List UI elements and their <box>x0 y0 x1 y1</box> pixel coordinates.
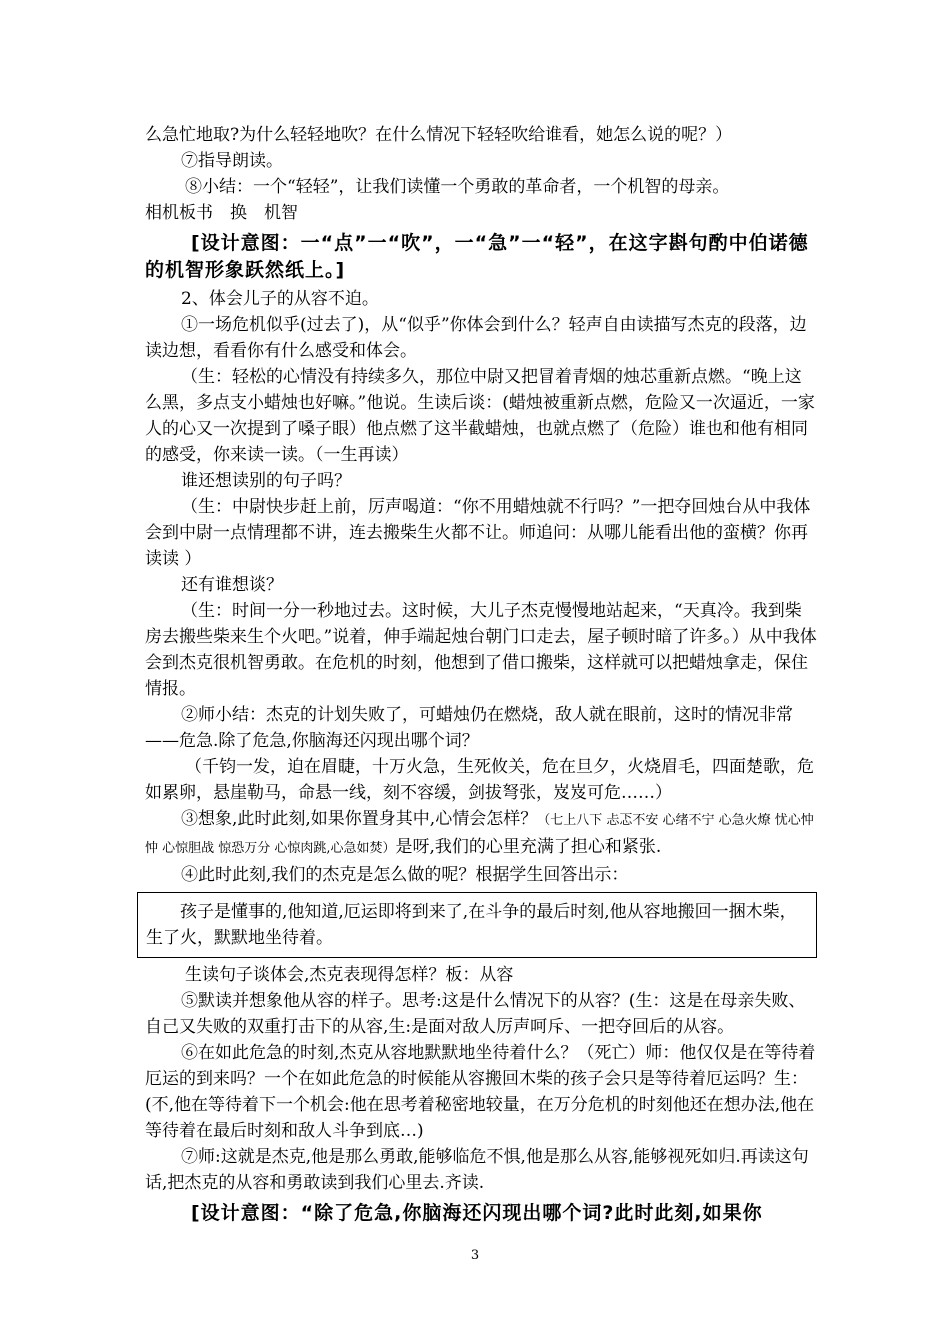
board-note: 相机板书 换 机智 <box>145 203 298 223</box>
highlight-box <box>137 892 817 958</box>
boxed-sentence: 孩子是懂事的,他知道,厄运即将到来了,在斗争的最后时刻,他从容地搬回一捆木柴，生了火，默默地坐待着。 <box>146 902 797 948</box>
paragraph: ②师小结：杰克的计划失败了，可蜡烛仍在燃烧，敌人就在眼前，这时的情况非常——危急.除了危急,你脑海还闪现出哪个词？ <box>145 705 793 751</box>
paragraph: 还有谁想谈？ <box>181 575 283 595</box>
paragraph: （生：轻松的心情没有持续多久，那位中尉又把冒着青烟的烛芯重新点燃。“晚上这么黑，多点支小蜡烛也好嘛。”他说。生读后谈：(蜡烛被重新点燃，危险又一次逼近，一家人的心又一次提到了嗓子眼）他点燃了这半截蜡烛，也就点燃了（危险）谁也和他有相同的感受，你来读一读。（一生再读） <box>145 367 815 465</box>
design-intent: [设计意图：“除了危急,你脑海还闪现出哪个词?此时此刻,如果你 <box>191 1202 763 1224</box>
paragraph: ⑧小结：一个“轻轻”，让我们读懂一个勇敢的革命者，一个机智的母亲。 <box>185 177 730 197</box>
paragraph: 谁还想读别的句子吗？ <box>181 471 351 491</box>
paragraph: 么急忙地取?为什么轻轻地吹？在什么情况下轻轻吹给谁看，她怎么说的呢？） <box>145 125 733 145</box>
paragraph: ④此时此刻,我们的杰克是怎么做的呢？根据学生回答出示： <box>181 865 629 885</box>
paragraph: 生读句子谈体会,杰克表现得怎样？板：从容 <box>185 965 514 985</box>
summary-text: 是呀,我们的心里充满了担心和紧张. <box>395 837 662 857</box>
idiom-list: （七上八下 忐忑不安 心绪不宁 心急火燎 忧心忡忡 心惊胆战 惊恐万分 心惊肉跳,心急如焚） <box>145 813 814 856</box>
design-intent: [设计意图：一“点”一“吹”，一“急”一“轻”，在这字斟句酌中伯诺德的机智形象跃然纸上。] <box>145 232 809 281</box>
paragraph: ⑥在如此危急的时刻,杰克从容地默默地坐待着什么？（死亡）师：他仅仅是在等待着厄运的到来吗？一个在如此危急的时候能从容搬回木柴的孩子会只是等待着厄运吗？生：(不,他在等待着下一个机会:他在思考着秘密地较量，在万分危机的时刻他还在想办法,他在等待着在最后时刻和敌人斗争到底…) <box>145 1043 816 1141</box>
page-body <box>145 122 817 1229</box>
paragraph: （生：中尉快步赶上前，厉声喝道：“你不用蜡烛就不行吗？”一把夺回烛台从中我体会到中尉一点情理都不讲，连去搬柴生火都不让。师追问：从哪儿能看出他的蛮横？你再读读 ） <box>145 497 811 569</box>
page-number: 3 <box>470 1248 480 1263</box>
paragraph: （千钧一发，迫在眉睫，十万火急，生死攸关，危在旦夕，火烧眉毛，四面楚歌，危如累卵，悬崖勒马，命悬一线，刻不容缓，剑拔弩张，岌岌可危……） <box>145 757 814 803</box>
paragraph: ⑤默读并想象他从容的样子。思考:这是什么情况下的从容？(生：这是在母亲失败、自己又失败的双重打击下的从容,生:是面对敌人厉声呵斥、一把夺回后的从容。 <box>145 991 806 1037</box>
paragraph: ⑦师:这就是杰克,他是那么勇敢,能够临危不惧,他是那么从容,能够视死如归.再读这句话,把杰克的从容和勇敢读到我们心里去.齐读. <box>145 1147 809 1193</box>
paragraph: ⑦指导朗读。 <box>181 151 283 171</box>
paragraph: （生：时间一分一秒地过去。这时候，大儿子杰克慢慢地站起来，“天真冷。我到柴房去搬些柴来生个火吧。”说着，伸手端起烛台朝门口走去，屋子顿时暗了许多。）从中我体会到杰克很机智勇敢。在危机的时刻，他想到了借口搬柴，这样就可以把蜡烛拿走，保住情报。 <box>145 601 817 699</box>
paragraph <box>145 806 817 862</box>
section-heading: 2、体会儿子的从容不迫。 <box>181 289 379 309</box>
paragraph: ①一场危机似乎(过去了)，从“似乎”你体会到什么？轻声自由读描写杰克的段落，边读边想，看看你有什么感受和体会。 <box>145 315 807 361</box>
question-text: ③想象,此时此刻,如果你置身其中,心情会怎样？ <box>181 809 538 829</box>
